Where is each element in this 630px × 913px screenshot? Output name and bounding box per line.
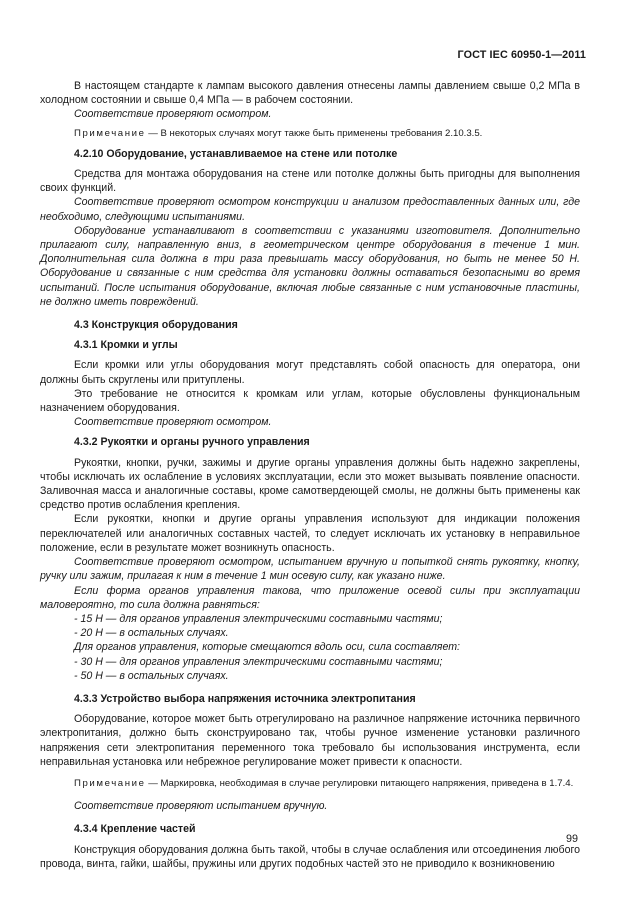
note-label: Примечание [74,127,146,139]
list-item: - 20 Н — в остальных случаях. [74,627,229,640]
paragraph-edges-exception: Это требование не относится к кромкам или углам, которые обусловлены функциональным назначением оборудования. [40,387,580,415]
compliance-check: Соответствие проверяют испытанием вручную. [74,800,328,813]
paragraph-axial-force: Если форма органов управления такова, что приложение осевой силы при эксплуатации маловероятно, то сила должна равняться: [40,584,580,611]
compliance-check: Соответствие проверяют осмотром. [74,108,272,121]
paragraph-handles-position: Если рукоятки, кнопки и другие органы управления используют для индикации положения переключателей или аналогичных составных частей, то следует исключать их установку в неправильное положение, если в результате может возникнуть опасность. [40,513,580,554]
paragraph-high-pressure-lamps: В настоящем стандарте к лампам высокого давления отнесены лампы давлением свыше 0,2 МПа в холодном состоянии и свыше 0,4 МПа — в рабочем состоянии. [40,80,580,107]
section-heading-4-3-4: 4.3.4 Крепление частей [74,823,196,836]
paragraph-voltage-selector: Оборудование, которое может быть отрегулировано на различное напряжение источника первичного электропитания, должно быть сконструировано так, чтобы ручное изменение установки различного напряжения сети электропитания переменного тока требовало бы использования инструмента, если неправильная установка или небрежное регулирование может привести к опасности. [40,713,580,768]
list-item: Для органов управления, которые смещаются вдоль оси, сила составляет: [74,641,460,654]
section-heading-4-3: 4.3 Конструкция оборудования [74,319,238,332]
note-text: — Маркировка, необходимая в случае регулировки питающего напряжения, приведена в 1.7.4. [145,777,574,789]
paragraph-handles-fixing: Рукоятки, кнопки, ручки, зажимы и другие органы управления должны быть надежно закреплены, чтобы исключать их ослабление в условиях эксплуатации, если это может вызывать появление опасности. Заливочная масса и аналогичные составы, кроме самотвердеющей смолы, не должны быть применены как средство против ослабления крепления. [40,456,580,512]
section-heading-4-3-1: 4.3.1 Кромки и углы [74,339,178,352]
compliance-check: Соответствие проверяют осмотром конструкции и анализом предоставленных данных или, где необходимо, следующими испытаниями. [40,196,580,223]
note-1 [40,127,580,141]
note-label: Примечание [74,777,146,789]
paragraph-handles-test: Соответствие проверяют осмотром, испытанием вручную и попыткой снять рукоятку, кнопку, ручку или зажим, прилагая к ним в течение 1 мин осевую силу, как указано ниже. [40,556,580,583]
section-heading-4-3-2: 4.3.2 Рукоятки и органы ручного управления [74,436,310,449]
page-content [40,79,580,871]
page-number: 99 [565,833,578,845]
list-item: - 50 Н — в остальных случаях. [74,669,229,682]
paragraph-edges-corners: Если кромки или углы оборудования могут представлять собой опасность для оператора, они должны быть скруглены или притуплены. [40,359,580,386]
compliance-check: Соответствие проверяют осмотром. [74,416,272,429]
paragraph-fixing-parts: Конструкция оборудования должна быть такой, чтобы в случае ослабления или отсоединения любого провода, винта, гайки, шайбы, пружины или других подобных частей это не приводило к возникновению [40,843,580,870]
list-item: - 15 Н — для органов управления электрическими составными частями; [74,612,443,625]
paragraph-mounting-means: Средства для монтажа оборудования на стене или потолке должны быть пригодны для выполнения своих функций. [40,168,580,195]
note-2 [40,777,580,791]
list-item: - 30 Н — для органов управления электрическими составными частями; [74,655,443,668]
note-text: — В некоторых случаях могут также быть применены требования 2.10.3.5. [145,127,483,139]
section-heading-4-3-3: 4.3.3 Устройство выбора напряжения источника электропитания [74,692,416,705]
standard-header: ГОСТ IEC 60950-1—2011 [457,49,586,61]
paragraph-mounting-test: Оборудование устанавливают в соответствии с указаниями изготовителя. Дополнительно прилагают силу, направленную вниз, в геометрическом центре оборудования в течение 1 мин. Дополнительная сила должна в три раза превышать массу оборудования, но быть не менее 50 Н. Оборудование и связанные с ним средства для установки должны оставаться безопасными во время испытаний. После испытания оборудование, включая любые связанные с ним установочные пластины, не должно иметь повреждений. [40,224,580,308]
section-heading-4-2-10: 4.2.10 Оборудование, устанавливаемое на стене или потолке [74,147,398,160]
